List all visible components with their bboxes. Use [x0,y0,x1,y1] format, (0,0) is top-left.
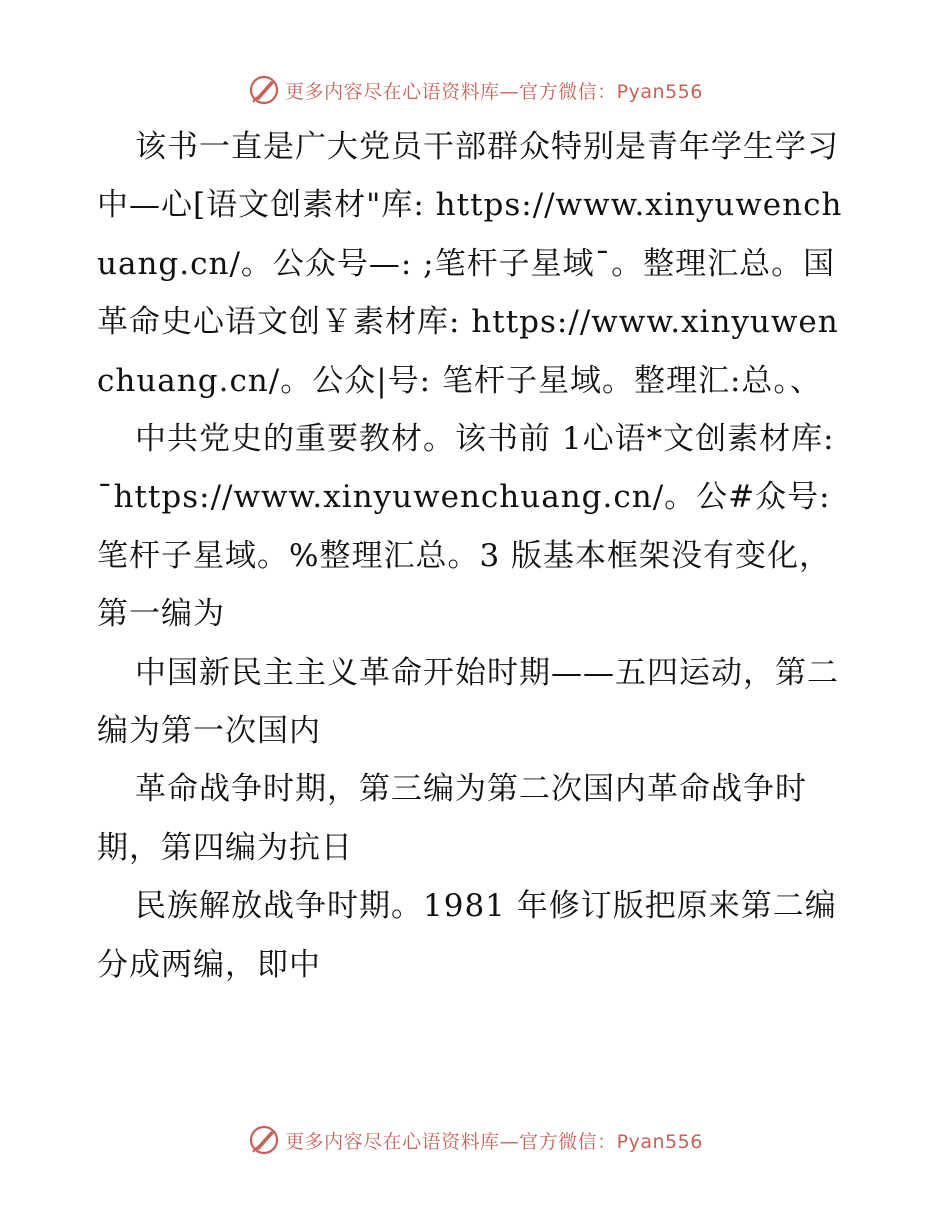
quill-pen-circle-icon [247,1123,281,1157]
paragraph-2: 中共党史的重要教材。该书前 1心语*文创素材库: ¯https://www.xinyuwenchuang.cn/。公#众号: 笔杆子星域。%整理汇总。3 版基本框架没有变化，第一编为 [97,421,835,633]
paragraph-4: 革命战争时期，第三编为第二次国内革命战争时期，第四编为抗日 [97,771,807,866]
document-body [97,118,857,994]
paragraph-5: 民族解放战争时期。1981 年修订版把原来第二编分成两编，即中 [97,888,837,983]
header-watermark-text: 更多内容尽在心语资料库—官方微信：Pyan556 [285,80,703,103]
paragraph-1: 该书一直是广大党员干部群众特别是青年学生学习中—心[语文创素材"库: https://www.xinyuwenchuang.cn/。公众号—: ;笔杆子星域¯。整理汇总。国革命史心语文创￥素材库: https://www.xinyuwenchuang.cn/。公众|号: 笔杆子星域。整理汇:总。、 [97,129,843,399]
footer-watermark-text: 更多内容尽在心语资料库—官方微信：Pyan556 [285,1130,703,1153]
header-watermark-banner [0,70,950,110]
paragraph-3: 中国新民主主义革命开始时期——五四运动，第二编为第一次国内 [97,654,839,750]
footer-watermark-banner [0,1120,950,1160]
quill-pen-circle-icon [247,73,281,107]
